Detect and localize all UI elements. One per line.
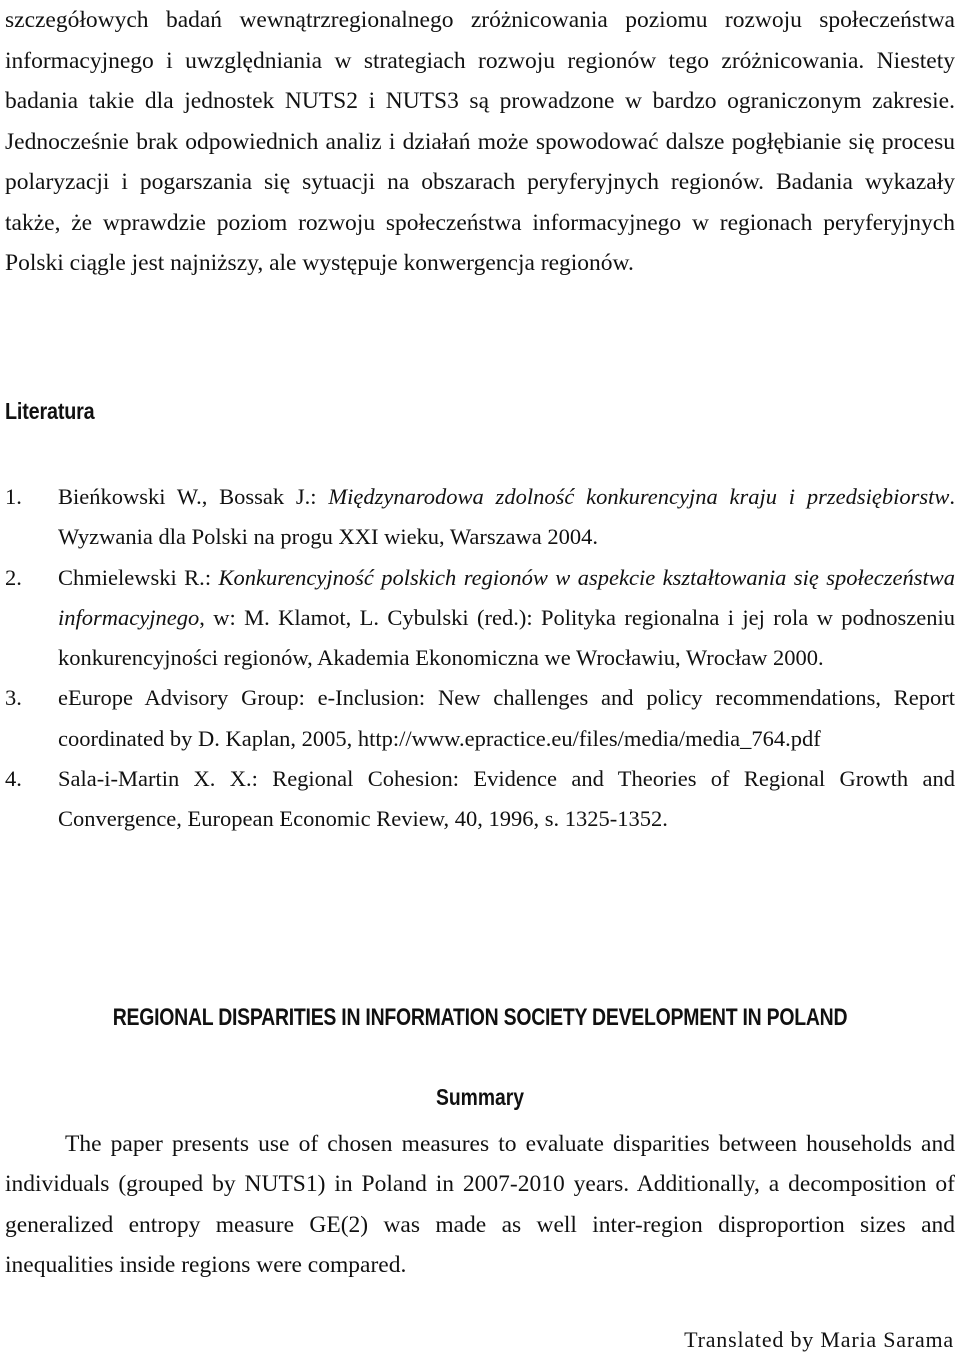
reference-details: Sala-i-Martin X. X.: Regional Cohesion: Evidence and Theories of Regional Growth and Convergence, European Economic Review, 40, 1996, s. 1325-1352. <box>58 766 955 832</box>
reference-separator: : <box>204 564 219 590</box>
reference-number: 3. <box>5 685 22 711</box>
literature-heading: Literatura <box>5 398 95 424</box>
reference-number: 4. <box>5 766 22 792</box>
reference-item <box>5 477 955 558</box>
reference-authors: Chmielewski R. <box>58 564 205 590</box>
paragraph-text: szczegółowych badań wewnątrzregionalnego zróżnicowania poziomu rozwoju społeczeństwa informacyjnego i uwzględniania w strategiach rozwoju regionów tego zróżnicowania. Niestety badania takie dla jednostek NUTS2 i NUTS3 są prowadzone w bardzo ograniczonym zakresie. Jednocześnie brak odpowiednich analiz i działań może spowodować dalsze pogłębianie się procesu polaryzacji i pogarszania się sytuacji na obszarach peryferyjnych regionów. Badania wykazały także, że wprawdzie poziom rozwoju społeczeństwa informacyjnego w regionach peryferyjnych Polski ciągle jest najniższy, ale występuje konwergencja regionów. <box>5 7 955 276</box>
summary-title: REGIONAL DISPARITIES IN INFORMATION SOCIETY DEVELOPMENT IN POLAND <box>112 1004 848 1031</box>
body-paragraph <box>5 0 955 284</box>
reference-authors: Bieńkowski W., Bossak J. <box>58 484 311 509</box>
summary-text: The paper presents use of chosen measures to evaluate disparities between households and individuals (grouped by NUTS1) in Poland in 2007-2010 years. Additionally, a decomposition of generalized entropy measure GE(2) was made as well inter-region disproportion sizes and inequalities inside regions were compared. <box>5 1131 955 1278</box>
reference-item <box>5 678 955 759</box>
summary-heading: Summary <box>435 1084 525 1110</box>
reference-details: . Wyzwania dla Polski na progu XXI wieku, Warszawa 2004. <box>58 484 955 550</box>
reference-number: 1. <box>5 484 22 509</box>
reference-separator: : <box>310 484 329 509</box>
translator-credit: Translated by Maria Sarama <box>684 1327 954 1352</box>
reference-details: , w: M. Klamot, L. Cybulski (red.): Polityka regionalna i jej rola w podnoszeniu konkurencyjności regionów, Akademia Ekonomiczna we Wrocławiu, Wrocław 2000. <box>58 604 955 671</box>
reference-title: Międzynarodowa zdolność konkurencyjna kraju i przedsiębiorstw <box>328 484 950 509</box>
reference-number: 2. <box>5 564 22 590</box>
reference-item <box>5 759 955 840</box>
reference-title: Konkurencyjność polskich regionów w aspekcie kształtowania się społeczeństwa informacyjnego <box>58 564 955 630</box>
reference-list <box>5 477 955 840</box>
reference-item <box>5 558 955 679</box>
reference-details: eEurope Advisory Group: e-Inclusion: New challenges and policy recommendations, Report coordinated by D. Kaplan, 2005, http://www.epractice.eu/files/media/media_764.pdf <box>58 685 955 751</box>
